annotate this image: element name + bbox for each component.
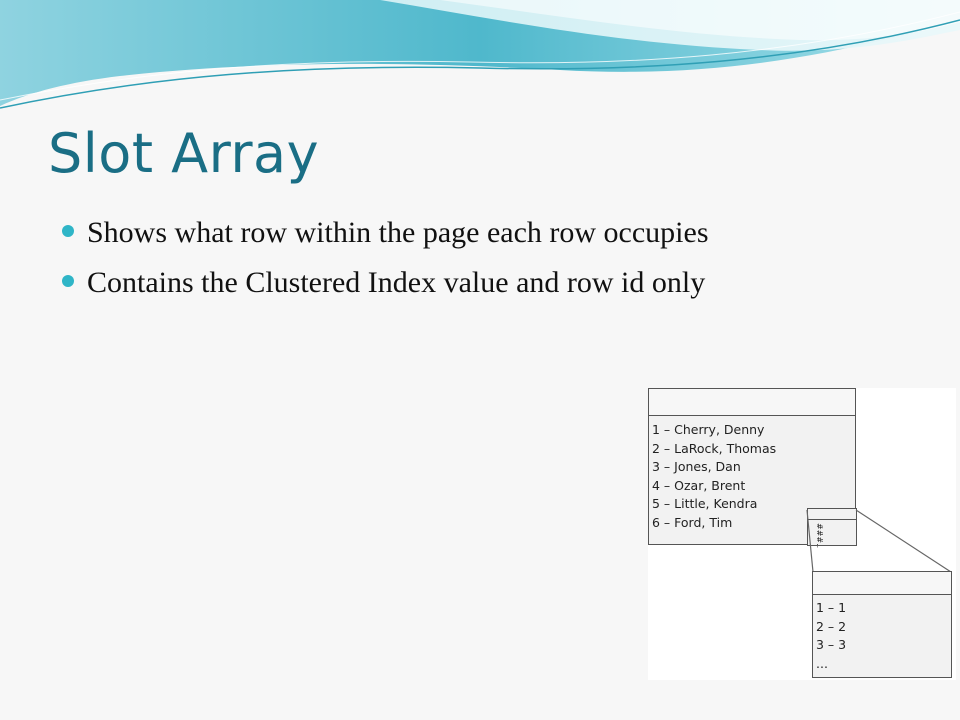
slot-array-detail-box <box>812 571 952 678</box>
slot-array-row: ... <box>816 655 828 671</box>
bullet-dot-icon <box>62 275 74 287</box>
slot-array-row: 2 – 2 <box>816 618 847 634</box>
slot-array-label: ###.. <box>815 523 824 549</box>
data-page-row: 6 – Ford, Tim <box>652 514 733 530</box>
slot-array-detail-header <box>813 572 951 595</box>
data-page-header <box>649 389 855 416</box>
bullet-text: Contains the Clustered Index value and row id only <box>87 266 706 299</box>
data-page-row: 1 – Cherry, Denny <box>652 422 765 437</box>
slot-array-row: 3 – 3 <box>816 637 847 652</box>
bullet-item <box>62 208 709 258</box>
slot-array-detail-rows <box>813 595 951 673</box>
header-wave-decoration <box>0 0 960 120</box>
data-page-row: 4 – Ozar, Brent <box>652 477 746 493</box>
bullet-text: Shows what row within the page each row occupies <box>87 216 709 249</box>
slot-array-row: 1 – 1 <box>816 600 847 615</box>
slot-array-box <box>807 508 857 549</box>
slot-array-header <box>808 509 856 520</box>
data-page-row: 3 – Jones, Dan <box>652 459 741 474</box>
data-page-row: 5 – Little, Kendra <box>652 496 758 511</box>
bullet-list <box>62 208 709 308</box>
data-page-row: 2 – LaRock, Thomas <box>652 440 777 456</box>
bullet-dot-icon <box>62 225 74 237</box>
slide-title: Slot Array <box>48 122 320 185</box>
bullet-item <box>62 258 709 308</box>
